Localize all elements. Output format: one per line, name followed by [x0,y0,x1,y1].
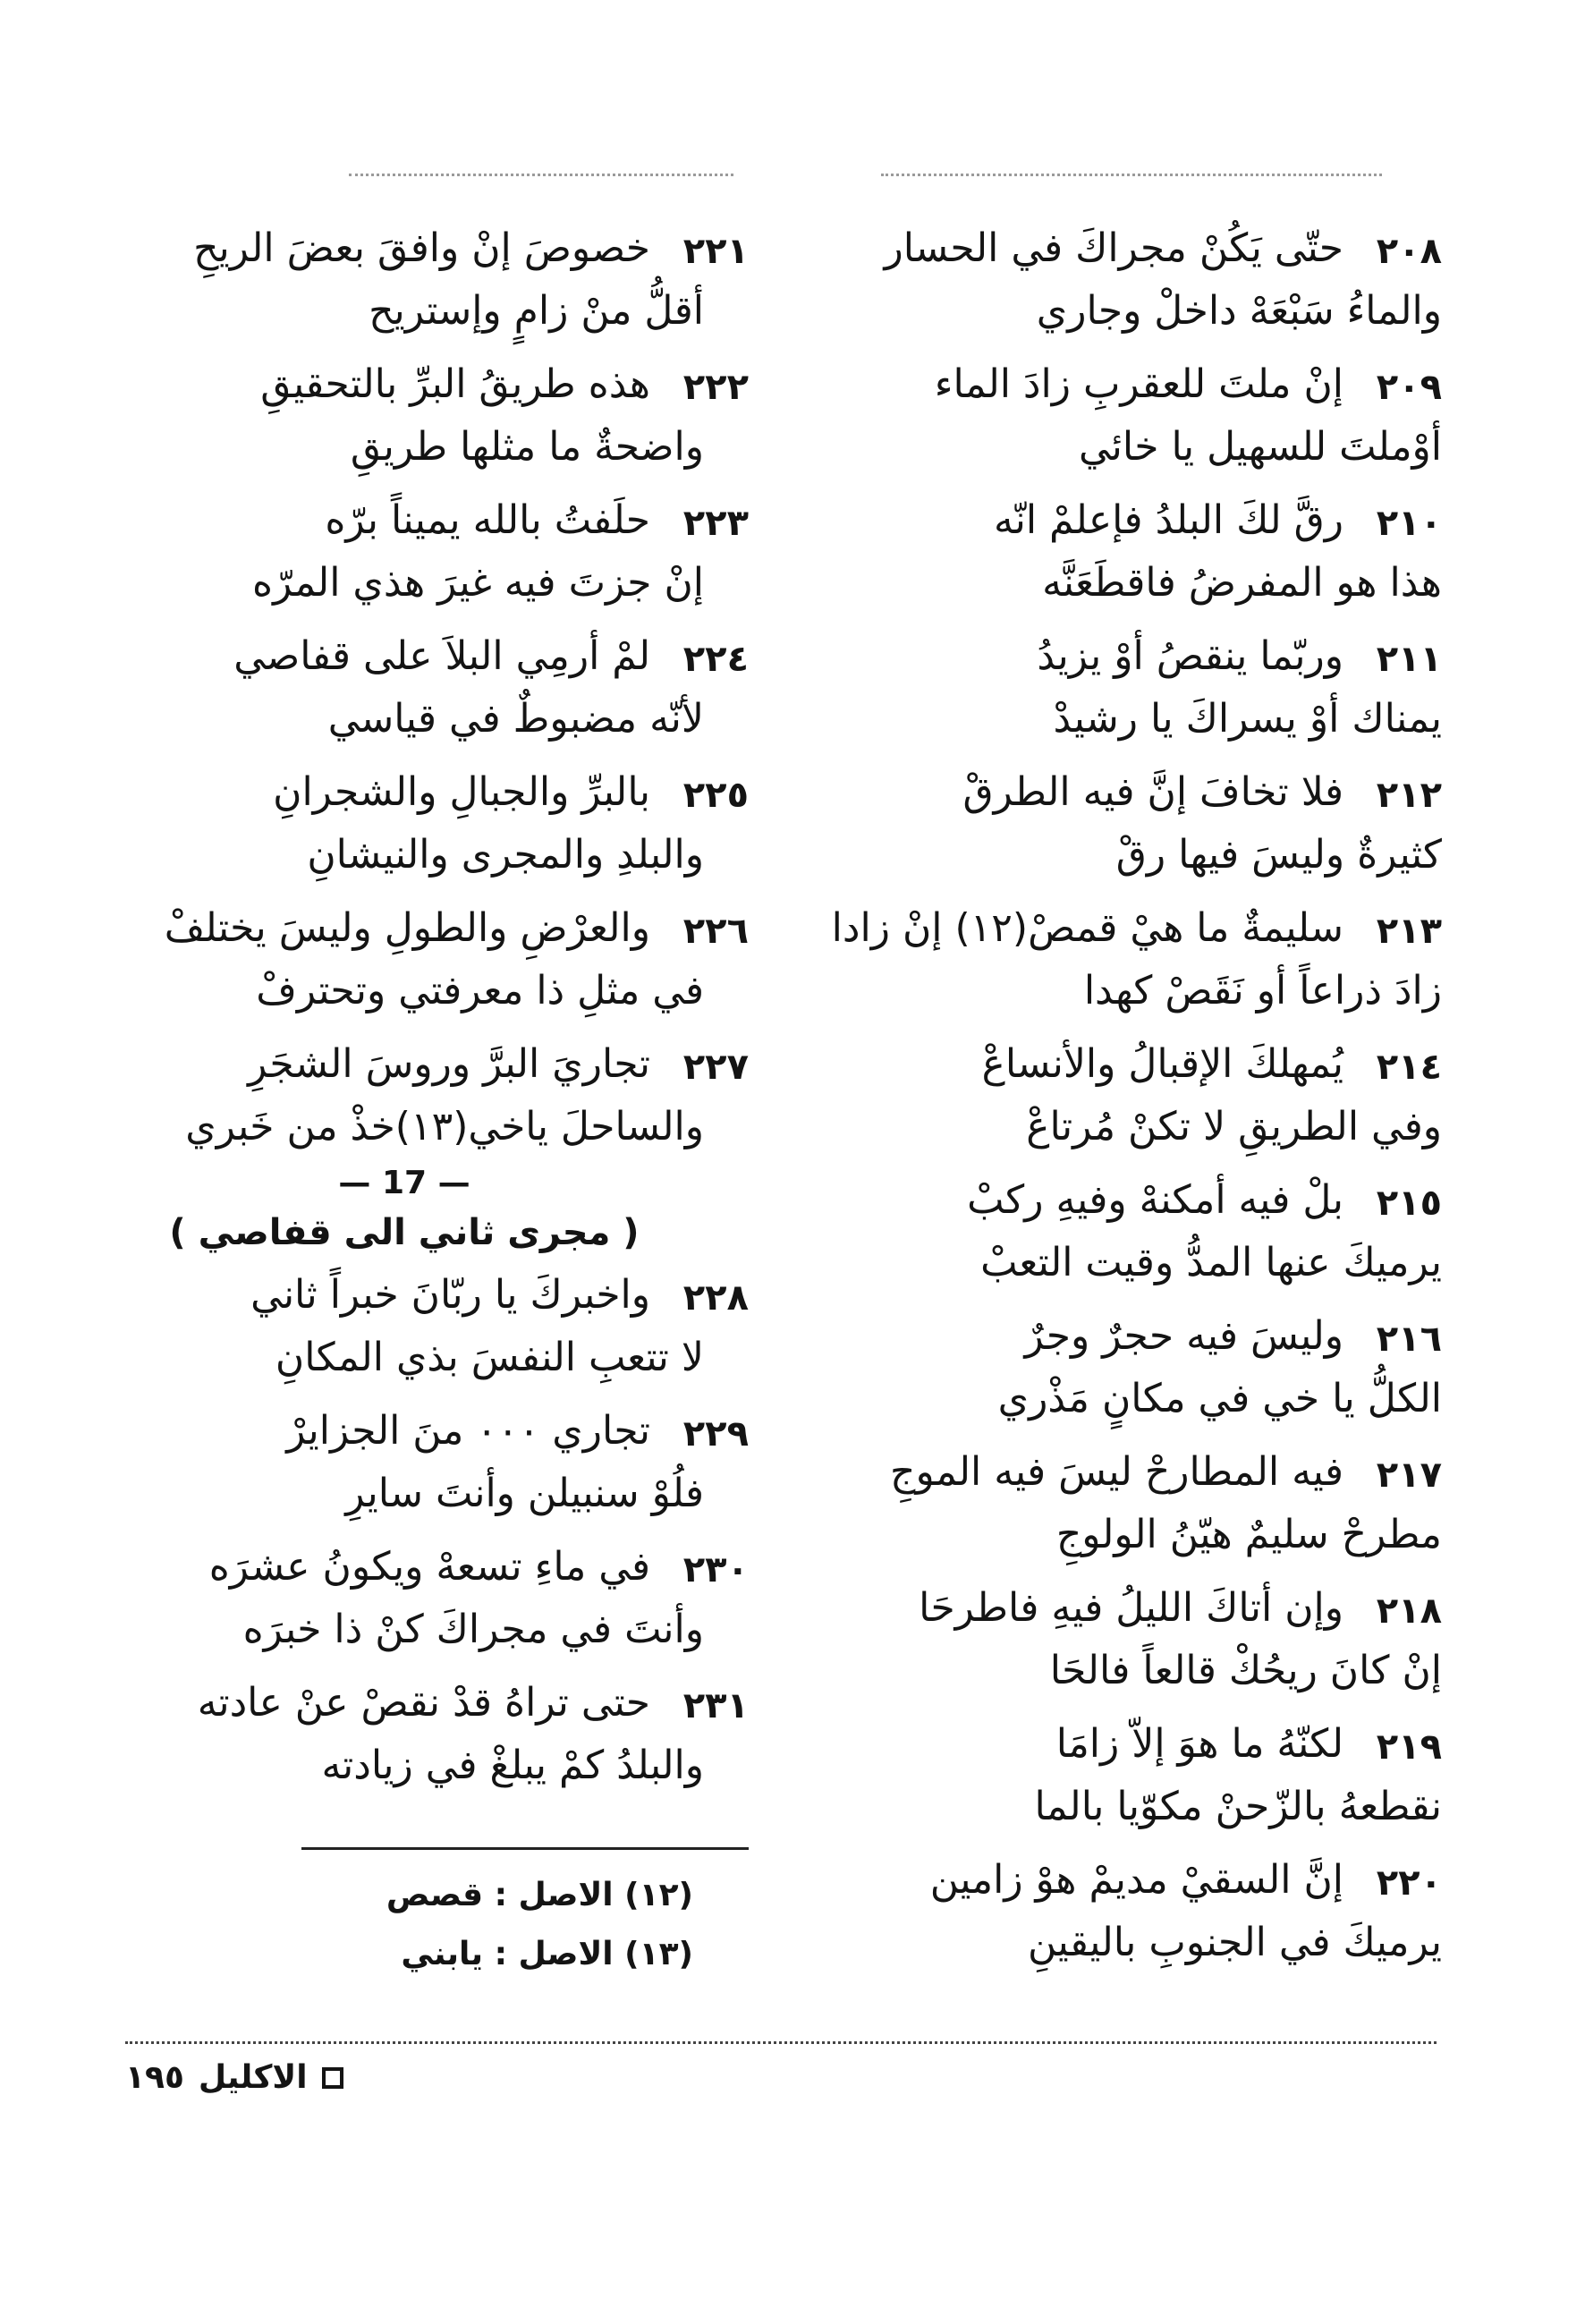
verse-number: ٢١٤ [1376,1047,1442,1088]
verse-number: ٢١٥ [1376,1183,1442,1224]
verse-line-first: وربّما ينقصُ أوْ يزيدُ [1037,633,1343,679]
square-icon [322,2067,343,2089]
verse-line-first: هذه طريقُ البرِّ بالتحقيقِ [260,361,650,407]
verse-line-second: واضحةٌ ما مثلها طريقِ [350,424,704,470]
verse [744,1302,1442,1438]
verse-number: ٢١٠ [1376,503,1442,544]
verse-line-second: يرميكَ في الجنوبِ باليقينِ [1028,1920,1442,1965]
verse [60,1031,749,1166]
verse-number: ٢١١ [1376,639,1442,680]
verse-line-second: زادَ ذراعاً أو نَقَصْ كهدا [1083,968,1442,1014]
verse [744,1166,1442,1302]
verse-number: ٢٣٠ [682,1549,749,1590]
verse [60,1669,749,1805]
verse-line-second: أوْملتَ للسهيل يا خائي [1078,424,1442,470]
verse-number: ٢٢٧ [682,1047,749,1088]
verse-line-first: رقَّ لكَ البلدُ فإعلمْ انّه [994,497,1343,543]
verse [60,1397,749,1533]
verse-line-first: وإن أتاكَ الليلُ فيهِ فاطرحَا [919,1585,1343,1631]
verse-line-first: واخبركَ يا ربّانَ خبراً ثاني [250,1272,650,1318]
verse [744,1031,1442,1166]
verse-line-first: حتّى يَكُنْ مجراكَ في الحسار [884,225,1343,271]
page-marker: — 17 — [338,1165,470,1201]
journal-name: الاكليل [198,2059,308,2096]
verse [744,351,1442,487]
verse-line-second: مطرحْ سليمٌ هيّنُ الولوجِ [1055,1512,1442,1557]
verse-line-second: يرميكَ عنها المدُّ وقيت التعبْ [980,1240,1442,1285]
verse-line-second: والبلدِ والمجرى والنيشانِ [307,832,704,878]
verse-line-first: خصوصَ إنْ وافقَ بعضَ الريحِ [193,225,650,271]
verse-number: ٢١٨ [1376,1590,1442,1632]
footer-divider [125,2041,1437,2044]
verse-number: ٢١٦ [1376,1319,1442,1360]
section-title: ( مجرى ثاني الى قفاصي ) [169,1212,640,1253]
verse-number: ٢١٧ [1376,1455,1442,1496]
verse [744,759,1442,895]
left-column [60,215,749,1805]
verse [744,623,1442,759]
verse [744,1710,1442,1846]
footnote: (١٢) الاصل : قصص [386,1877,693,1913]
verse-line-second: لا تتعبِ النفسَ بذي المكانِ [275,1335,704,1380]
verse [60,351,749,487]
verse [60,895,749,1031]
verse-line-first: وليسَ فيه حجرٌ وجرٌ [1024,1313,1343,1359]
verse-number: ٢٢٦ [682,911,749,952]
verse-line-second: إنْ جزتَ فيه غيرَ هذي المرّه [252,560,704,606]
verse-number: ٢٠٩ [1376,367,1442,408]
page-number: ١٩٥ [125,2059,184,2096]
verse-line-second: كثيرةٌ وليسَ فيها رقْ [1115,832,1442,878]
verse-line-second: والبلدُ كمْ يبلغْ في زيادته [321,1743,704,1788]
verse-line-second: يمناك أوْ يسراكَ يا رشيدْ [1053,696,1442,742]
footnote-divider [301,1847,749,1850]
verse-line-second: لأنّه مضبوطٌ في قياسي [327,696,704,742]
verse-line-first: تجاريَ البرَّ وروسَ الشجَرِ [248,1041,650,1087]
verse-number: ٢٢٨ [682,1277,749,1319]
verse-line-second: وفي الطريقِ لا تكنْ مُرتاعْ [1026,1104,1442,1149]
top-dotted-mark [349,174,733,176]
verse [60,623,749,759]
verse-number: ٢١٩ [1376,1726,1442,1768]
verse-line-first: سليمةٌ ما هيْ قمصْ(١٢) إنْ زادا [831,905,1343,951]
verse-number: ٢٢٣ [682,503,749,544]
verse-number: ٢٢٢ [682,367,749,408]
verse-number: ٢٢٠ [1376,1862,1442,1904]
verse [744,487,1442,623]
verse [744,1574,1442,1710]
verse-number: ٢٣١ [682,1685,749,1726]
verse-line-first: بالبرِّ والجبالِ والشجرانِ [273,769,650,815]
verse-line-second: والساحلَ ياخي(١٣)خذْ من خَبري [185,1104,704,1149]
verse-line-first: إنْ ملتَ للعقربِ زادَ الماء [934,361,1343,407]
verse-line-second: في مثلِ ذا معرفتي وتحترفْ [256,968,704,1014]
verse-line-first: لكنّهُ ما هوَ إلاّ زامَا [1055,1721,1343,1767]
verse-line-first: فلا تخافَ إنَّ فيه الطرقْ [962,769,1343,815]
verse-line-second: وأنتَ في مجراكَ كنْ ذا خبرَه [242,1607,704,1652]
top-dotted-mark [881,174,1382,176]
verse [744,1846,1442,1982]
verse-line-first: في ماءِ تسعهْ ويكونُ عشرَه [208,1544,650,1590]
verse-line-first: بلْ فيه أمكنهْ وفيهِ ركبْ [967,1177,1343,1223]
verse-line-first: لمْ أرمِي البلاَ على قفاصي [233,633,650,679]
verse-line-second: والماءُ سَبْعَهْ داخلْ وجاري [1036,288,1442,334]
verse-number: ٢٢١ [682,231,749,272]
verse [60,759,749,895]
verse [744,1438,1442,1574]
verse-line-second: هذا هو المفرضُ فاقطَعَنَّه [1042,560,1442,606]
verse-line-second: الكلُّ يا خي في مكانٍ مَذْري [997,1376,1442,1421]
verse [60,215,749,351]
verse-number: ٢١٣ [1376,911,1442,952]
verse [60,1261,749,1397]
verse [60,487,749,623]
footnote: (١٣) الاصل : يابني [401,1936,693,1972]
verse-number: ٢٢٥ [682,775,749,816]
verse-line-first: تجاري ٠٠٠ منَ الجزايرْ [286,1408,650,1454]
verse-line-second: أقلُّ منْ زامٍ وإستريح [369,288,704,334]
verse-number: ٢٢٩ [682,1413,749,1455]
verse-line-first: حلَفتُ بالله يميناً برّه [325,497,650,543]
verse-line-second: إنْ كانَ ريحُكْ قالعاً فالحَا [1049,1648,1442,1693]
right-column [744,215,1442,1982]
verse-line-first: والعرْضِ والطولِ وليسَ يختلفْ [164,905,650,951]
verse-line-second: نقطعهُ بالزّحنْ مكوّيا بالما [1034,1784,1442,1829]
verse-number: ٢٢٤ [682,639,749,680]
verse-line-first: حتى تراهُ قدْ نقصْ عنْ عادته [197,1680,650,1726]
footnotes [301,1847,749,1984]
verse-line-second: فلُوْ سنبيلن وأنتَ سايرِ [345,1471,704,1516]
verse [60,1533,749,1669]
page-footer [125,2059,343,2096]
verse-line-first: يُمهلكَ الإقبالُ والأنساعْ [981,1041,1343,1087]
verse [744,895,1442,1031]
verse-number: ٢١٢ [1376,775,1442,816]
verse-line-first: إنَّ السقيْ مديمْ هوْ زامين [929,1857,1343,1903]
verse-number: ٢٠٨ [1376,231,1442,272]
verse [744,215,1442,351]
verse-line-first: فيه المطارحْ ليسَ فيه الموجِ [890,1449,1343,1495]
